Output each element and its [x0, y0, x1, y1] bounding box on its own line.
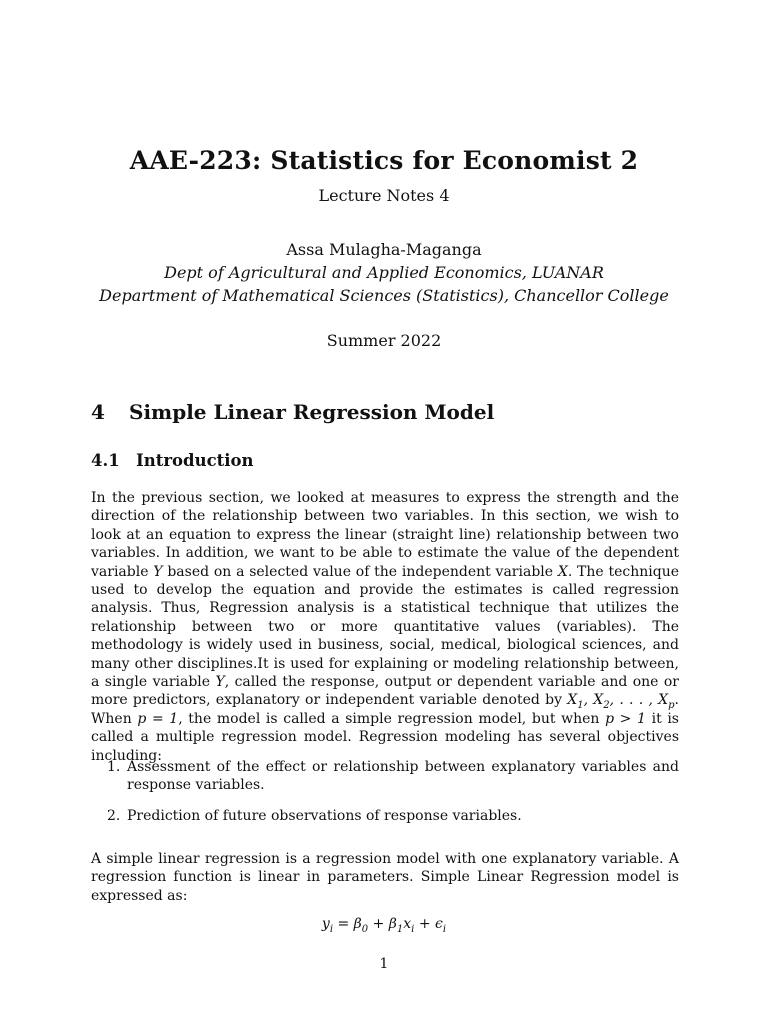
- author-name: Assa Mulagha-Maganga: [286, 240, 482, 259]
- affiliation-2: Department of Mathematical Sciences (Statistics), Chancellor College: [99, 286, 669, 305]
- list-item-number: 2.: [107, 808, 121, 824]
- var-y-2: Y: [215, 674, 225, 691]
- subtitle: Lecture Notes 4: [318, 186, 450, 205]
- affiliation-1: Dept of Agricultural and Applied Economics, LUANAR: [164, 263, 604, 282]
- section-number: 4: [91, 400, 105, 424]
- p-greater-1: p > 1: [605, 710, 646, 727]
- intro-text-1: In the previous section, we looked at measures to express the strength and the direction of the relationship between two variables. In this section, we wish to look at an equation to express the linear (straight line) relationship between two variables. In addition, we want to be able to estimate the value of the dependent variable: [91, 490, 679, 580]
- closing-paragraph: A simple linear regression is a regression model with one explanatory variable. A regression function is linear in parameters. Simple Linear Regression model is expressed as:: [91, 851, 679, 904]
- objectives-list: [107, 758, 679, 795]
- intro-text-6: , the model is called a simple regression model, but when: [178, 710, 606, 727]
- intro-text-5: . When: [91, 692, 679, 727]
- objectives-list-2: [107, 807, 679, 825]
- intro-text-4: , called the response, output or dependent variable and one or more predictors, explanatory or independent variable denoted by: [91, 674, 679, 709]
- intro-text-7: it is called a multiple regression model. Regression modeling has several objectives including:: [91, 710, 679, 764]
- predictor-list: $X_1$, $X_2$, . . . , $X_p$: [567, 692, 675, 712]
- var-y: Y: [153, 563, 163, 580]
- date: Summer 2022: [326, 331, 442, 350]
- section-heading: [91, 400, 494, 424]
- page-title: AAE-223: Statistics for Economist 2: [129, 146, 639, 175]
- section-title: Simple Linear Regression Model: [129, 400, 495, 424]
- intro-text-2: based on a selected value of the independent variable: [162, 563, 558, 580]
- list-item: [107, 758, 679, 795]
- intro-text-3: . The technique used to develop the equation and provide the estimates is called regression analysis. Thus, Regression analysis is a statistical technique that utilizes the relationship between two or more quantitative values (variables). The methodology is widely used in business, social, medical, biological sciences, and many other disciplines.It is used for explaining or modeling relationship between, a single variable: [91, 563, 679, 691]
- intro-paragraph: [91, 489, 679, 765]
- list-item-number: 1.: [107, 759, 121, 775]
- list-item-text: Prediction of future observations of response variables.: [127, 808, 522, 824]
- page-number: 1: [379, 956, 389, 972]
- list-item: [107, 807, 679, 825]
- p-equals-1: p = 1: [137, 710, 179, 727]
- list-item-text: Assessment of the effect or relationship between explanatory variables and response variables.: [127, 759, 679, 794]
- regression-equation: $y_i = \beta_0 + \beta_1x_i + \epsilon_i$: [321, 916, 447, 935]
- var-x: X: [557, 563, 568, 580]
- subsection-title: Introduction: [136, 451, 254, 470]
- subsection-number: 4.1: [91, 451, 120, 470]
- subsection-heading: [91, 451, 254, 470]
